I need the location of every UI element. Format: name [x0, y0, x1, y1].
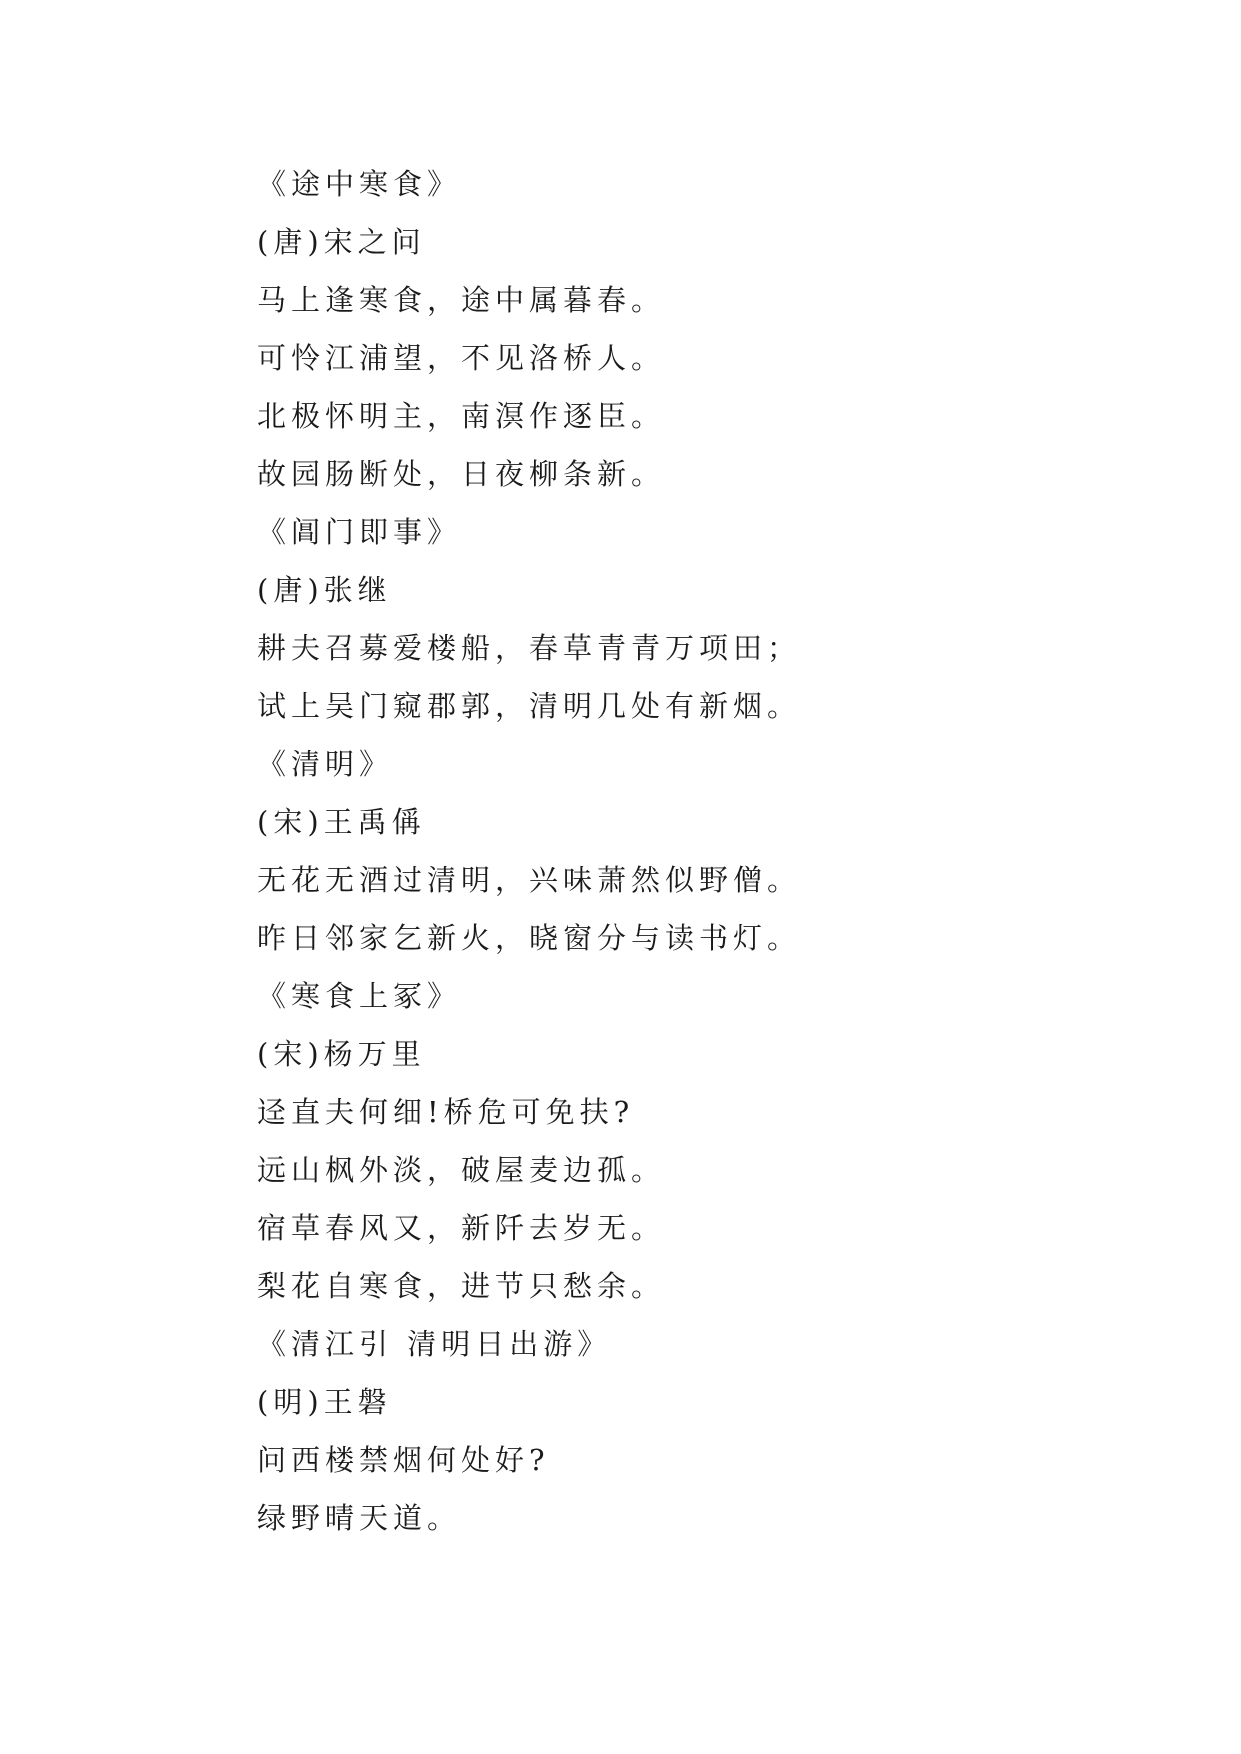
poem-collection	[257, 155, 1157, 1547]
poem-line: 昨日邻家乞新火，晓窗分与读书灯。	[257, 921, 802, 955]
poem-author: (唐)张继	[257, 573, 392, 607]
poem-line: 远山枫外淡，破屋麦边孤。	[257, 1153, 666, 1187]
poem-author: (唐)宋之问	[257, 225, 426, 259]
poem-title: 《寒食上冢》	[257, 979, 462, 1013]
poem-line: 梨花自寒食，进节只愁余。	[257, 1269, 666, 1303]
poem-line: 可怜江浦望，不见洛桥人。	[257, 341, 666, 375]
poem-title: 《清明》	[257, 747, 394, 781]
poem-line: 迳直夫何细!桥危可免扶?	[257, 1095, 635, 1129]
poem-line: 北极怀明主，南溟作逐臣。	[257, 399, 666, 433]
poem-line: 宿草春风又，新阡去岁无。	[257, 1211, 666, 1245]
poem-line: 耕夫召募爱楼船，春草青青万项田；	[257, 631, 802, 665]
poem-line: 试上吴门窥郡郭，清明几处有新烟。	[257, 689, 802, 723]
poem-line: 问西楼禁烟何处好?	[257, 1443, 550, 1477]
poem-title: 《途中寒食》	[257, 167, 462, 201]
poem-title: 《清江引 清明日出游》	[257, 1327, 612, 1361]
poem-title: 《阊门即事》	[257, 515, 462, 549]
poem-line: 故园肠断处，日夜柳条新。	[257, 457, 666, 491]
poem-author: (明)王磐	[257, 1385, 392, 1419]
poem-author: (宋)杨万里	[257, 1037, 426, 1071]
poem-author: (宋)王禹偁	[257, 805, 426, 839]
poem-line: 绿野晴天道。	[257, 1501, 462, 1535]
poem-line: 马上逢寒食，途中属暮春。	[257, 283, 666, 317]
poem-line: 无花无酒过清明，兴味萧然似野僧。	[257, 863, 802, 897]
